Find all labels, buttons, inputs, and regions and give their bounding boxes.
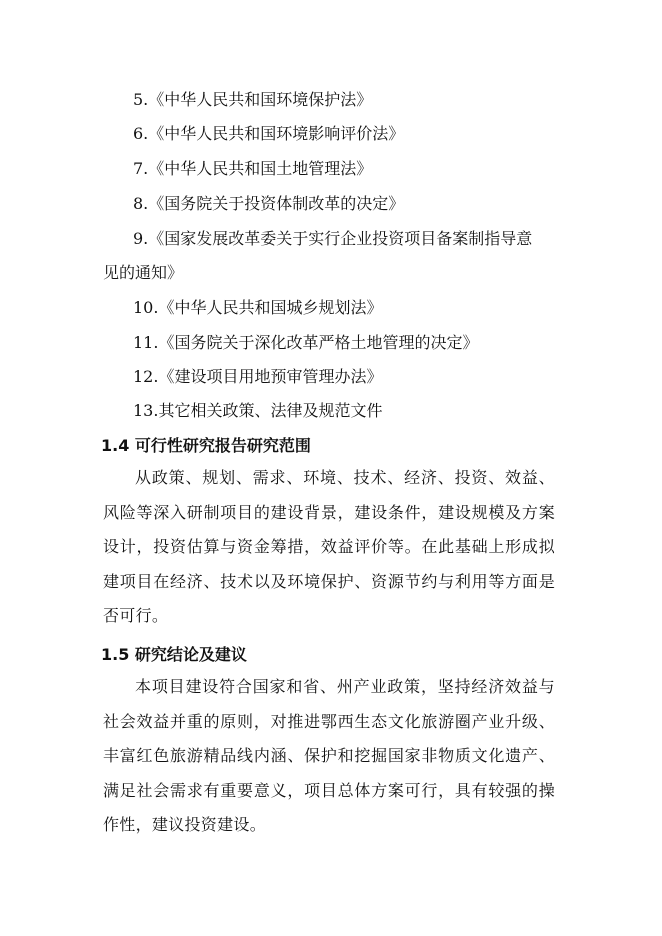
reference-item-11: 11.《国务院关于深化改革严格土地管理的决定》 bbox=[133, 333, 479, 352]
reference-item-12: 12.《建设项目用地预审管理办法》 bbox=[133, 367, 383, 386]
section-heading-1-5: 1.5 研究结论及建议 bbox=[101, 645, 247, 664]
reference-item-10: 10.《中华人民共和国城乡规划法》 bbox=[133, 298, 383, 317]
reference-item-6: 6.《中华人民共和国环境影响评价法》 bbox=[133, 124, 405, 143]
reference-item-8: 8.《国务院关于投资体制改革的决定》 bbox=[133, 194, 405, 213]
reference-item-13: 13.其它相关政策、法律及规范文件 bbox=[133, 401, 383, 420]
reference-item-5: 5.《中华人民共和国环境保护法》 bbox=[133, 90, 373, 109]
reference-item-7: 7.《中华人民共和国土地管理法》 bbox=[133, 159, 373, 178]
section-body-1-4: 从政策、规划、需求、环境、技术、经济、投资、效益、风险等深入研制项目的建设背景，建设条件，建设规模及方案设计，投资估算与资金筹措，效益评价等。在此基础上形成拟建项目在经济、技术以及环境保护、资源节约与利用等方面是否可行。 bbox=[103, 468, 555, 625]
section-heading-1-4: 1.4 可行性研究报告研究范围 bbox=[101, 436, 311, 455]
reference-item-9-continuation: 见的通知》 bbox=[103, 263, 184, 282]
reference-item-9: 9.《国家发展改革委关于实行企业投资项目备案制指导意 bbox=[133, 229, 533, 248]
section-body-1-5: 本项目建设符合国家和省、州产业政策，坚持经济效益与社会效益并重的原则，对推进鄂西生态文化旅游圈产业升级、丰富红色旅游精品线内涵、保护和挖掘国家非物质文化遗产、满足社会需求有重要意义，项目总体方案可行，具有较强的操作性，建议投资建设。 bbox=[103, 677, 555, 834]
